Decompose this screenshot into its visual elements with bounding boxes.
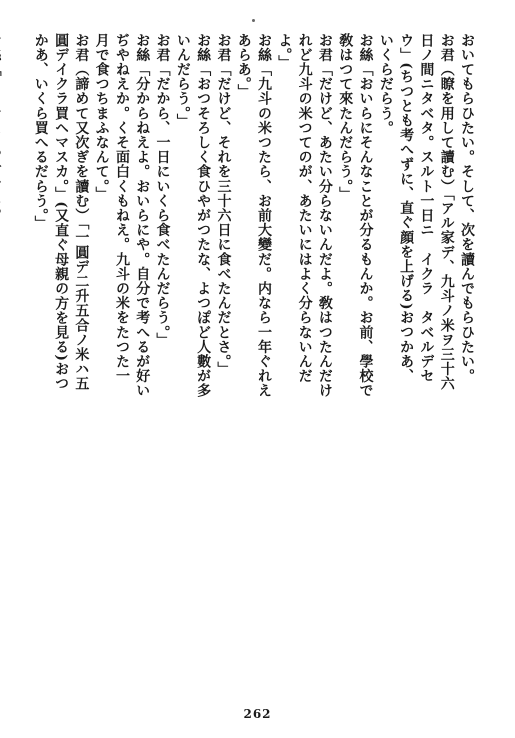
- text-line: よ。」: [276, 33, 293, 70]
- text-line: いくらだらう。: [377, 33, 394, 136]
- text-line: れど九斗の米つてのが、あたいにはよく分らないんだ: [296, 33, 313, 384]
- text-line: お絲「分からねえよ。おいらにや。自分で考へるが好い: [134, 33, 151, 398]
- text-line: ぢやねえか。くそ面白くもねえ。九斗の米をたつた一: [113, 33, 130, 384]
- text-line: お絲「おいらにそんなことが分るもんか。お前、學校で: [357, 33, 374, 398]
- text-line: お絲「おつそろしく食ひやがつたな、よつぽど人數が多: [195, 33, 212, 398]
- text-line: お絲「九斗の米つたら、お前大變だ。内なら一年ぐれえ: [256, 33, 273, 398]
- text-line: お君「だけど、あたい分らないんだよ。敎はつたんだけ: [316, 33, 333, 398]
- text-line: お君（諦めて又次ぎを讀む）「一圓デ二升五合ノ米ハ五: [73, 33, 90, 391]
- text-line: かあ、いくら買へるだらう。」: [32, 33, 49, 231]
- text-line: おいてもらひたい。そして、次を讀んでもらひたい。: [459, 33, 475, 384]
- text-line: [0, 33, 3, 683]
- scan-speck: [252, 19, 255, 22]
- vertical-text-block: [0, 33, 477, 683]
- text-line: お君「だから、一日にいくら食べたんだらう。」: [154, 33, 171, 348]
- text-line: 日ノ間ニタベタ。スルト一日ニ イクラ タベルデセ: [418, 33, 435, 384]
- text-line: 敎はつて來たんだらう。」: [337, 33, 354, 202]
- text-line: 圓デイクラ買ヘマスカ。」(又直ぐ母親の方を見る)おつ: [53, 33, 70, 391]
- text-line: 月で食つちまふなんて。」: [93, 33, 110, 202]
- text-line: ウ」(ちつとも考へずに、直ぐ顔を上げる)おつかあ、: [398, 33, 415, 384]
- text-line: あらあ。」: [235, 33, 252, 99]
- text-line: お君「だけど、それを三十六日に食べたんだとさ。」: [215, 33, 232, 377]
- column-gap: [3, 33, 30, 683]
- text-line: いんだらう。」: [174, 33, 191, 129]
- text-line: お君（瞭を用して讀む）「アル家デ、九斗ノ米ヲ三十六: [438, 33, 455, 391]
- page-number: 262: [243, 707, 272, 721]
